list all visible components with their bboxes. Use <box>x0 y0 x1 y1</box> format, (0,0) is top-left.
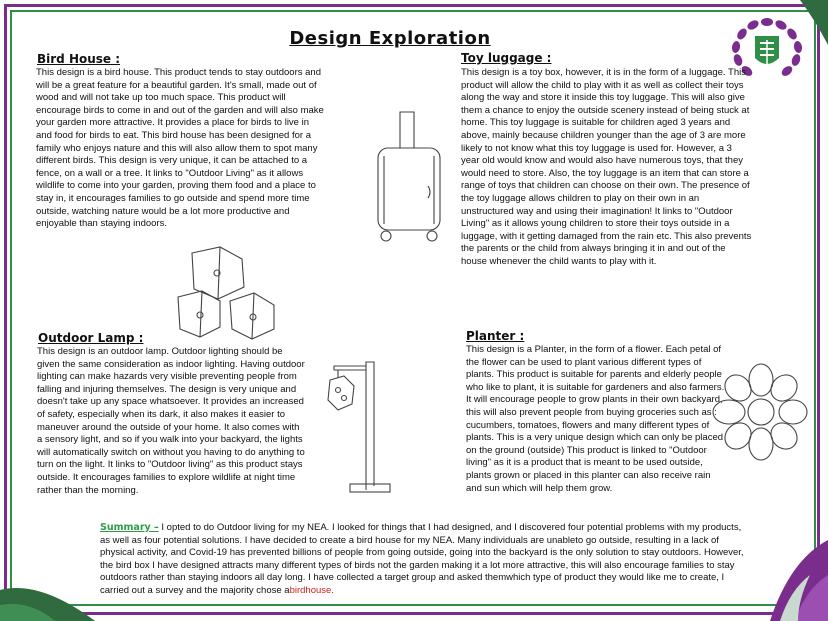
outdoor-lamp-sketch <box>326 356 422 496</box>
bird-house-sketch <box>172 243 282 341</box>
bird-house-heading: Bird House : <box>37 52 121 66</box>
bird-house-text: This design is a bird house. This product tends to stay outdoors and will be a great feature for a beautiful garden. It's small, made out of wood and will not take up too much space. This product will encourage birds to come in and out of the garden and will also make your garden more attractive. It provides a place for birds to live in and food for birds to eat. This bird house has been designed for a family who enjoys nature and this will also allow them to spot many different birds. This design is very unique, it can be attached to a fence, on a wall or a tree. It links to "Outdoor Living" as it allows wildlife to come into your garden, proving them food and a place to stay in, it encourages families to go outside and spend more time outside, watching nature would be a lot more productive and enjoyable than staying indoors. <box>36 67 324 230</box>
bottom-right-leaf-decoration <box>740 520 828 621</box>
flower-planter-sketch <box>716 366 806 460</box>
outdoor-lamp-heading: Outdoor Lamp : <box>38 331 144 345</box>
planter-heading: Planter : <box>466 329 525 343</box>
outdoor-lamp-text: This design is an outdoor lamp. Outdoor lighting should be given the same consideration as indoor lighting. Having outdoor lighting can make hazards very visible preventing people from falling and injuring themselves. The design is very unique and doesn't take up any space whatsoever. It provides an increased of safety, especially when its dark, it also makes it easier to maneuver around the outside of your home. It also comes with a sensory light, and so if you walk into your backyard, the lights will automatically switch on without you having to do anything to turn on the light. It links to "Outdoor living" as this product stays outside. It encourages families to explore wildlife at night time rather than the morning. <box>37 346 305 496</box>
toy-luggage-sketch <box>370 108 450 244</box>
toy-luggage-heading: Toy luggage : <box>461 51 552 65</box>
summary-text: I opted to do Outdoor living for my NEA. I looked for things that I had designed, and I discovered four potential problems with my products, as well as four potential solutions. I have decided to create a bird house for my NEA. Many individuals are unableto go outside, resulting in a lack of physical activity, and Covid-19 has prevented billions of people from going outside, going into the backyard is the only solution to stay outdoors. However, the bird box I have designed attracts many different types of birds not the garden making it a lot more attractive, this will also encourage families to stay outdoors rather than staying indoors all day long. I have collected a target group and asked themwhich type of product they would like me to create, I carried out a survey and the majority chose a <box>100 522 744 596</box>
summary-label: Summary – <box>100 522 159 533</box>
page-title: Design Exploration <box>289 28 491 49</box>
planter-text: This design is a Planter, in the form of a flower. Each petal of the flower can be used to plant various different types of plants. This product is suitable for parents and elderly people who like to plant, it is suitable for gardeners and also farmers. It will encourage people to grow plants in their own backyard, this will also prevent people from buying groceries such as : cucumbers, tomatoes, flowers and many different types of plants. This is a very unique design which can only be placed on the ground (outside) This product is linked to "Outdoor living" as it is a product that is meant to be used outside, plants grown or placed in this planter can also receive rain and sun which will help them grow. <box>466 344 725 494</box>
summary-highlight: birdhouse. <box>289 584 334 596</box>
toy-luggage-text: This design is a toy box, however, it is in the form of a luggage. This product will allow the child to play with it as well as collect their toys along the way and store it inside this toy luggage. This will also give them a chance to enjoy the outside scenery instead of being stuck at home. This toy luggage is suitable for children aged 3 years and above, mainly because children younger than the age of 3 are more likely to not know what this toy luggage is used for. However, a 3 year old would know and would also have numerous toys, that they would need to store. Also, the toy luggage is an item that can store a range of toys that children can choose on their own. The presence of the toy luggage allows children to play on their own in an unstructured way and using their imagination! It links to "Outdoor Living" as it allows young children to store their toys outside in a luggage, with it getting damaged from the rain etc. This also prevents the parents or the child from always bringing it in and out of the house whenever the child wants to play with it. <box>461 67 752 267</box>
summary-paragraph <box>100 522 750 598</box>
bottom-left-leaf-decoration <box>0 560 110 621</box>
